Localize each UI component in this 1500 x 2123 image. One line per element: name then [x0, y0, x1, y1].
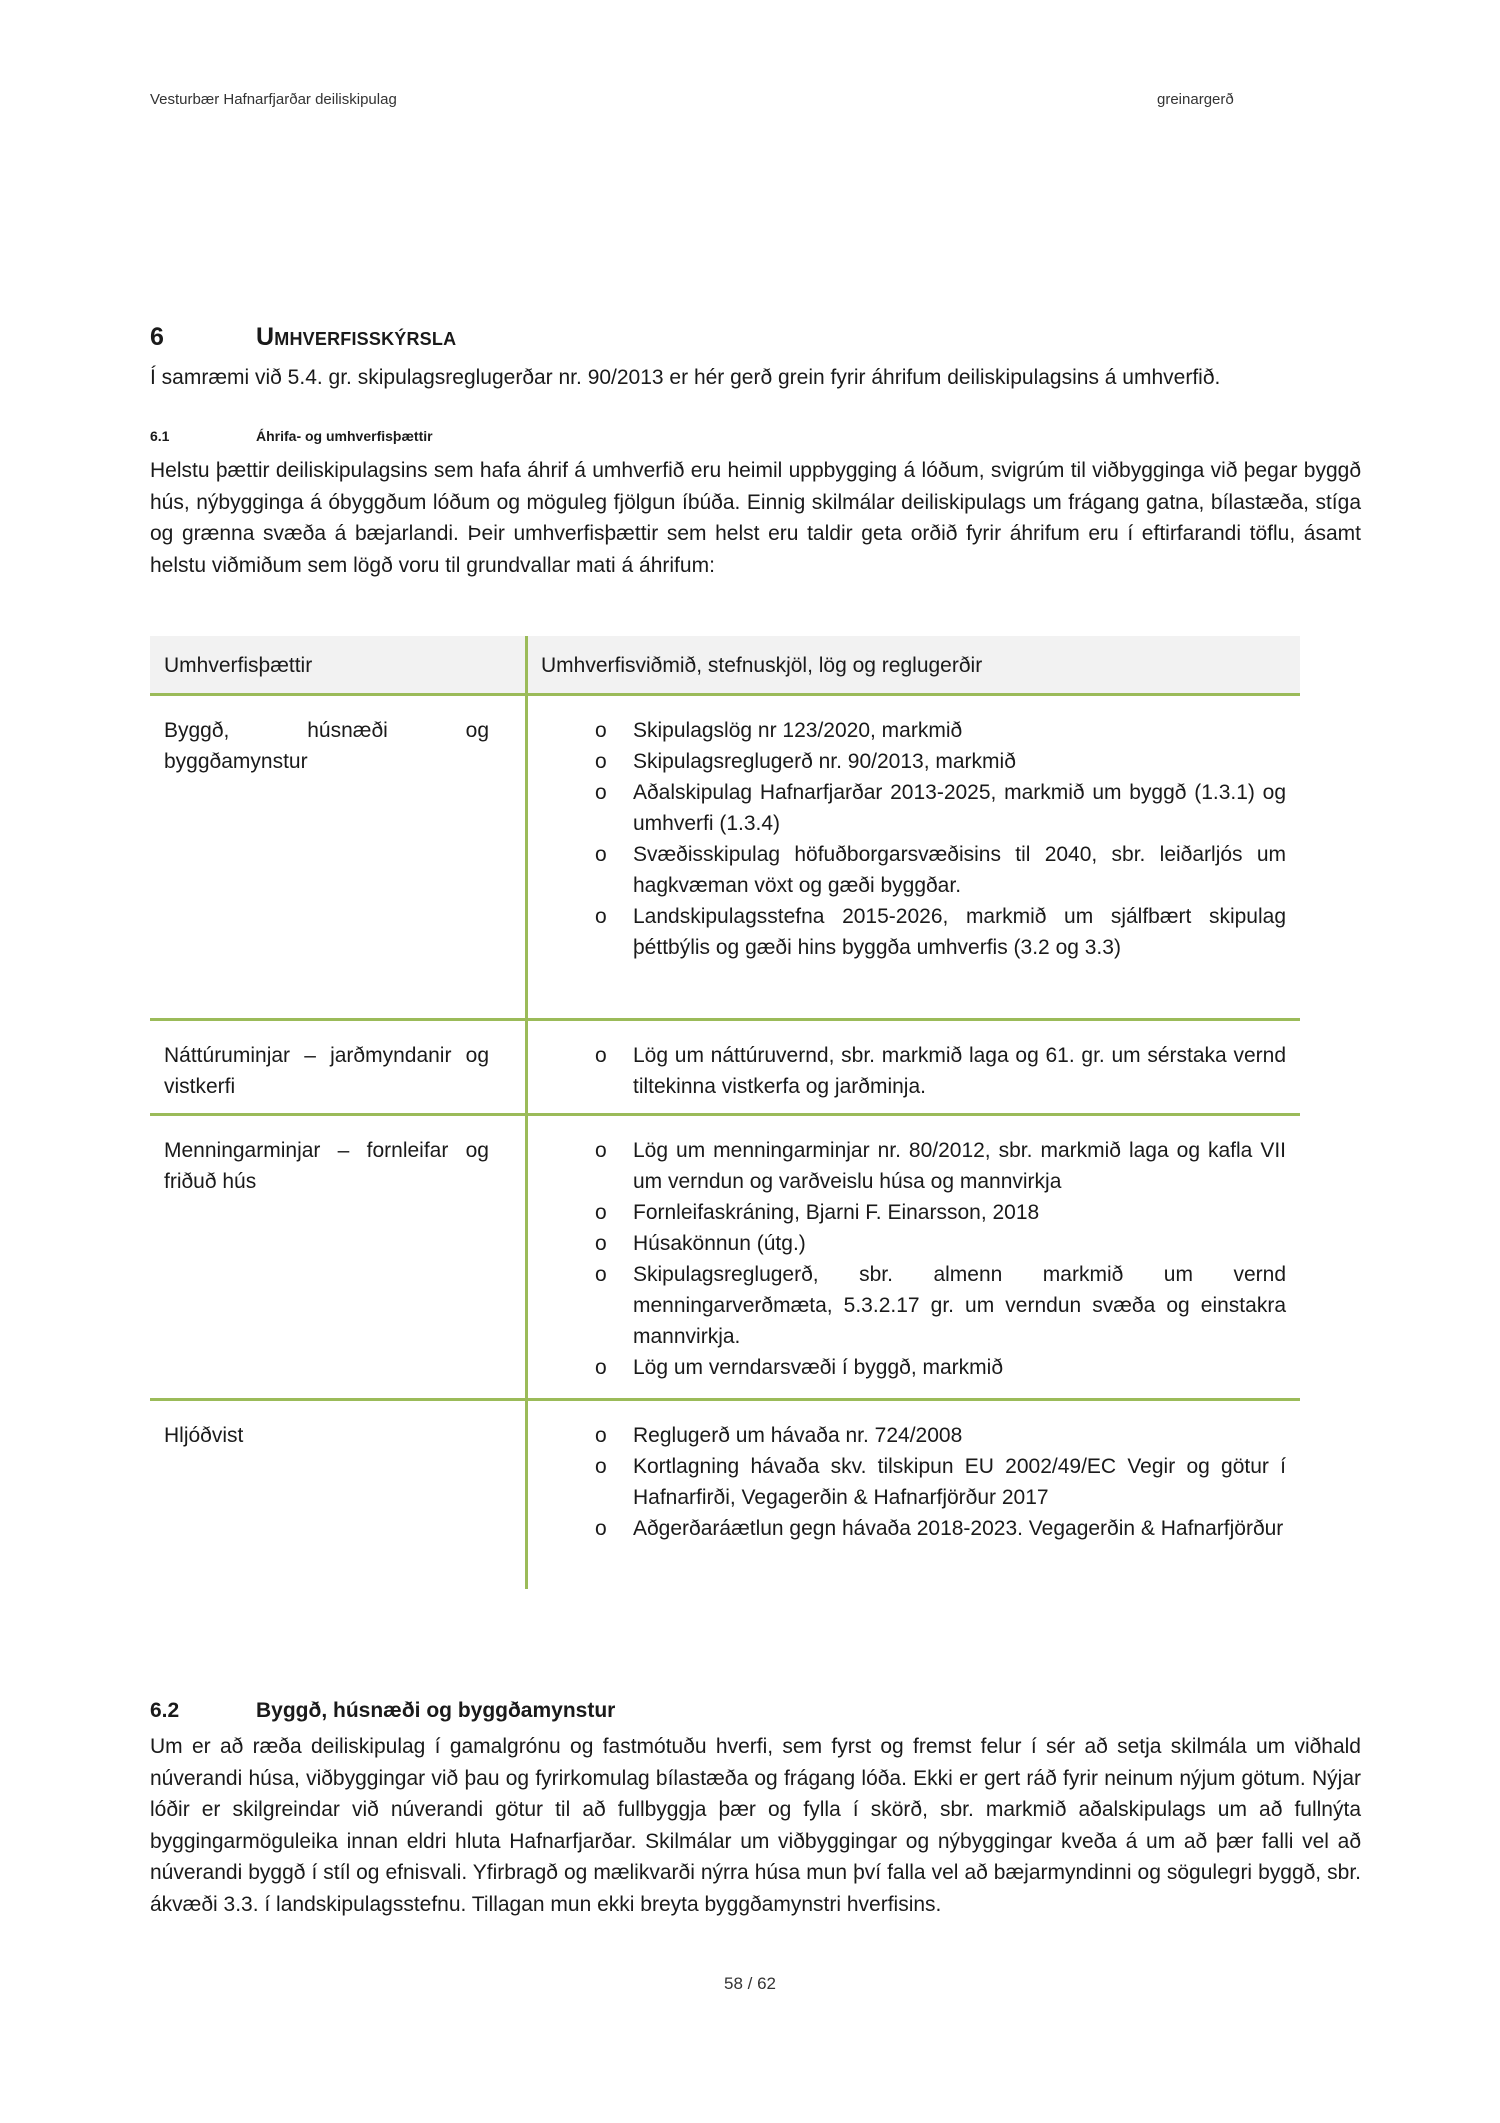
- criteria-cell: [526, 696, 1300, 963]
- bullet-marker: o: [595, 1232, 607, 1255]
- table-row: [150, 1116, 1300, 1401]
- subsection-heading-6-2: [150, 1695, 1361, 1726]
- factor-cell: Byggð, húsnæði og byggðamynstur: [164, 719, 489, 773]
- criteria-text: Skipulagsreglugerð, sbr. almenn markmið um vernd menningarverðmæta, 5.3.2.17 gr. um verndun svæða og einstakra mannvirkja.: [633, 1263, 1286, 1348]
- criteria-text: Kortlagning hávaða skv. tilskipun EU 2002/49/EC Vegir og götur í Hafnarfirði, Vegagerðin & Hafnarfjörður 2017: [633, 1455, 1286, 1509]
- criteria-cell: [526, 1116, 1300, 1383]
- table-column-divider: [525, 636, 528, 1589]
- criteria-list: [595, 1135, 1286, 1383]
- bullet-marker: o: [595, 1356, 607, 1379]
- criteria-item: [595, 839, 1286, 901]
- criteria-cell: [526, 1021, 1300, 1102]
- table-header-row: [150, 636, 1300, 696]
- criteria-text: Lög um verndarsvæði í byggð, markmið: [633, 1356, 1003, 1379]
- table-row: [150, 1401, 1300, 1589]
- criteria-list: [595, 1420, 1286, 1544]
- criteria-text: Húsakönnun (útg.): [633, 1232, 806, 1255]
- bullet-marker: o: [595, 1201, 607, 1224]
- running-header-doc-type: greinargerð: [1157, 91, 1234, 108]
- bullet-marker: o: [595, 1263, 607, 1286]
- section-title: UMHVERFISSKÝRSLA: [256, 323, 457, 351]
- criteria-text: Lög um náttúruvernd, sbr. markmið laga og 61. gr. um sérstaka vernd tiltekinna vistkerfa og jarðminja.: [633, 1044, 1286, 1098]
- factor-cell: Náttúruminjar – jarðmyndanir og vistkerfi: [164, 1044, 489, 1098]
- bullet-marker: o: [595, 1139, 607, 1162]
- criteria-text: Aðalskipulag Hafnarfjarðar 2013-2025, markmið um byggð (1.3.1) og umhverfi (1.3.4): [633, 781, 1286, 835]
- criteria-item: [595, 715, 1286, 746]
- criteria-item: [595, 901, 1286, 963]
- bullet-marker: o: [595, 781, 607, 804]
- subsection-title: Byggð, húsnæði og byggðamynstur: [256, 1699, 616, 1722]
- criteria-item: [595, 1420, 1286, 1451]
- table-header-criteria: Umhverfisviðmið, stefnuskjöl, lög og reglugerðir: [541, 654, 983, 677]
- bullet-marker: o: [595, 1517, 607, 1540]
- factor-cell: Menningarminjar – fornleifar og friðuð hús: [164, 1139, 489, 1193]
- criteria-item: [595, 1352, 1286, 1383]
- bullet-marker: o: [595, 1455, 607, 1478]
- subsection-title: Áhrifa- og umhverfisþættir: [256, 428, 433, 444]
- criteria-text: Svæðisskipulag höfuðborgarsvæðisins til 2040, sbr. leiðarljós um hagkvæman vöxt og gæði byggðar.: [633, 843, 1286, 897]
- criteria-text: Aðgerðaráætlun gegn hávaða 2018-2023. Vegagerðin & Hafnarfjörður: [633, 1517, 1284, 1540]
- subsection-number: 6.1: [150, 428, 170, 444]
- running-header-title: Vesturbær Hafnarfjarðar deiliskipulag: [150, 91, 397, 108]
- criteria-item: [595, 777, 1286, 839]
- page-number: 58 / 62: [724, 1974, 776, 1993]
- table-row: [150, 696, 1300, 1021]
- criteria-text: Skipulagsreglugerð nr. 90/2013, markmið: [633, 750, 1016, 773]
- subsection-number: 6.2: [150, 1699, 180, 1722]
- criteria-list: [595, 715, 1286, 963]
- factor-cell: Hljóðvist: [164, 1424, 244, 1447]
- section-heading: [150, 320, 1361, 354]
- environmental-factors-table: [150, 636, 1300, 1589]
- criteria-cell: [526, 1401, 1300, 1544]
- criteria-item: [595, 1228, 1286, 1259]
- subsection-6-1-body: Helstu þættir deiliskipulagsins sem hafa áhrif á umhverfið eru heimil uppbygging á lóðum, svigrúm til viðbygginga við þegar byggð hús, nýbygginga á óbyggðum lóðum og möguleg fjölgun íbúða. Einnig skilmálar deiliskipulags um frágang gatna, bílastæða, stíga og grænna svæða á bæjarlandi. Þeir umhverfisþættir sem helst eru taldir geta orðið fyrir áhrifum eru í eftirfarandi töflu, ásamt helstu viðmiðum sem lögð voru til grundvallar mati á áhrifum:: [150, 459, 1361, 577]
- criteria-text: Skipulagslög nr 123/2020, markmið: [633, 719, 963, 742]
- bullet-marker: o: [595, 719, 607, 742]
- criteria-item: [595, 1197, 1286, 1228]
- criteria-text: Lög um menningarminjar nr. 80/2012, sbr. markmið laga og kafla VII um verndun og varðveislu húsa og mannvirkja: [633, 1139, 1286, 1193]
- criteria-list: [595, 1040, 1286, 1102]
- criteria-item: [595, 746, 1286, 777]
- bullet-marker: o: [595, 1044, 607, 1067]
- bullet-marker: o: [595, 1424, 607, 1447]
- criteria-item: [595, 1259, 1286, 1352]
- bullet-marker: o: [595, 843, 607, 866]
- subsection-heading-6-1: [150, 426, 1361, 446]
- bullet-marker: o: [595, 750, 607, 773]
- section-intro: Í samræmi við 5.4. gr. skipulagsreglugerðar nr. 90/2013 er hér gerð grein fyrir áhrifum deiliskipulagsins á umhverfið.: [150, 366, 1221, 389]
- criteria-item: [595, 1135, 1286, 1197]
- criteria-text: Landskipulagsstefna 2015-2026, markmið um sjálfbært skipulag þéttbýlis og gæði hins byggða umhverfis (3.2 og 3.3): [633, 905, 1286, 959]
- bullet-marker: o: [595, 905, 607, 928]
- criteria-text: Reglugerð um hávaða nr. 724/2008: [633, 1424, 963, 1447]
- table-header-factor: Umhverfisþættir: [164, 654, 313, 677]
- criteria-item: [595, 1451, 1286, 1513]
- criteria-item: [595, 1040, 1286, 1102]
- table-row: [150, 1021, 1300, 1116]
- subsection-6-2-body: Um er að ræða deiliskipulag í gamalgrónu og fastmótuðu hverfi, sem fyrst og fremst felur í sér að setja skilmála um viðhald núverandi húsa, viðbyggingar við þau og fyrirkomulag bílastæða og frágang lóða. Ekki er gert ráð fyrir neinum nýjum götum. Nýjar lóðir er skilgreindar við núverandi götur til að fullbyggja þær og fylla í skörð, sbr. markmið aðalskipulags um að fullnýta byggingarmöguleika innan eldri hluta Hafnarfjarðar. Skilmálar um viðbyggingar og nýbyggingar kveða á um að þær falli vel að núverandi byggð í stíl og efnisvali. Yfirbragð og mælikvarði nýrra húsa mun því falla vel að bæjarmyndinni og sögulegri byggð, sbr. ákvæði 3.3. í landskipulagsstefnu. Tillagan mun ekki breyta byggðamynstri hverfisins.: [150, 1735, 1361, 1916]
- section-number: 6: [150, 323, 164, 351]
- criteria-text: Fornleifaskráning, Bjarni F. Einarsson, 2018: [633, 1201, 1040, 1224]
- criteria-item: [595, 1513, 1286, 1544]
